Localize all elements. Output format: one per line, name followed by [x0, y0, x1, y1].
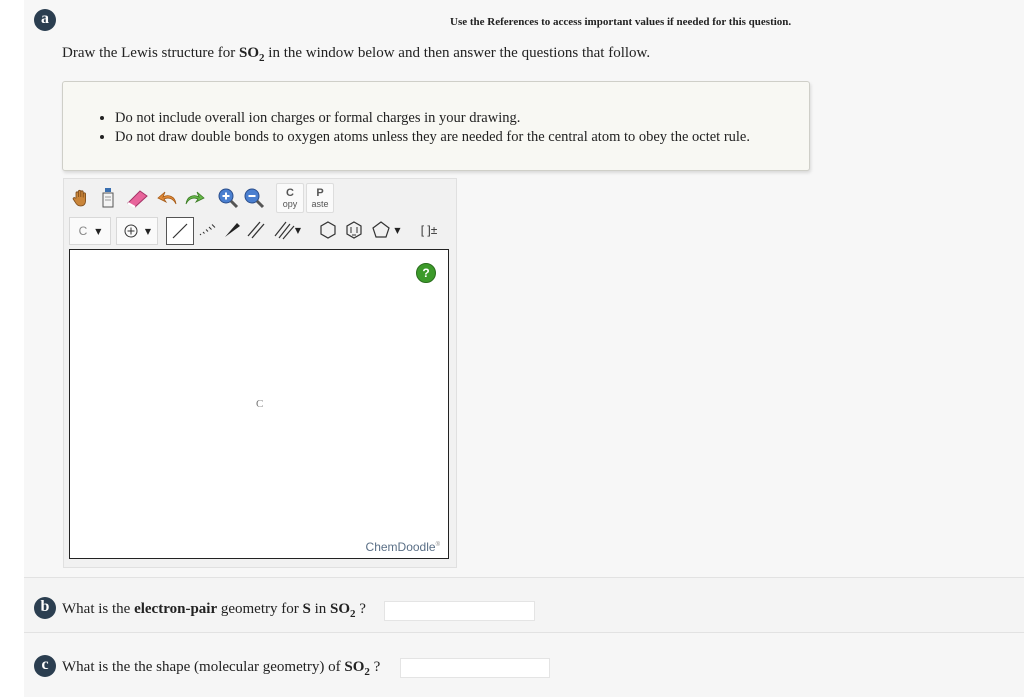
q-b-mid: geometry for — [217, 601, 303, 617]
pentagon-tool[interactable] — [366, 217, 406, 243]
chevron-down-icon: ▼ — [394, 225, 401, 235]
formula-subscript: 2 — [364, 666, 370, 678]
part-b-badge — [34, 597, 56, 619]
hexagon-icon — [318, 220, 338, 240]
q-c-before: What is the the shape (molecular geometry) of — [62, 659, 345, 675]
undo-icon[interactable] — [156, 185, 180, 211]
electron-pair-geometry-answer[interactable] — [384, 601, 535, 621]
cyclohexane-tool[interactable] — [316, 217, 340, 243]
paste-label-bottom: aste — [311, 198, 329, 209]
chevron-down-icon: ▼ — [294, 225, 302, 235]
single-bond-tool[interactable] — [166, 217, 194, 245]
charge-plus-icon — [123, 223, 139, 239]
brand-mark: ® — [435, 542, 440, 548]
hashed-bond-icon — [196, 220, 216, 240]
brand-text: ChemDoodle — [365, 540, 436, 554]
chevron-down-icon: ▼ — [95, 226, 102, 236]
pentagon-icon — [371, 220, 391, 240]
wedge-bond-icon — [222, 220, 242, 240]
redo-icon[interactable] — [182, 185, 206, 211]
formula-subscript: 2 — [350, 608, 356, 620]
part-a-badge — [34, 9, 56, 31]
double-bond-icon — [246, 220, 266, 240]
zoom-in-icon[interactable] — [216, 185, 240, 211]
instructions-list — [63, 109, 750, 147]
formula — [239, 45, 265, 64]
help-label: ? — [422, 266, 430, 280]
canvas-atom-label: C — [256, 398, 264, 410]
part-c-badge — [34, 655, 56, 677]
wedge-bond-tool[interactable] — [220, 217, 244, 243]
instruction-item: • Do not draw double bonds to oxygen atoms unless they are needed for the central atom to obey the octet rule. — [115, 128, 750, 147]
double-bond-tool[interactable] — [244, 217, 268, 243]
bracket-charge-label: [ ]± — [420, 223, 438, 237]
paste-label-top: P — [316, 186, 324, 199]
zoom-out-icon[interactable] — [242, 185, 266, 211]
element-selector[interactable] — [69, 217, 111, 245]
hashed-bond-tool[interactable] — [194, 217, 218, 243]
q-c-end: ? — [369, 659, 381, 675]
formula — [330, 601, 356, 620]
question-prompt — [62, 45, 650, 64]
help-icon[interactable] — [416, 263, 436, 283]
q-b-in: in — [310, 601, 331, 617]
triple-bond-tool[interactable] — [268, 217, 306, 243]
question-b — [62, 601, 366, 620]
prompt-after: in the window below and then answer the questions that follow. — [264, 45, 651, 61]
references-note: Use the References to access important values if needed for this question. — [450, 16, 792, 28]
element-label: C — [78, 224, 88, 238]
q-b-bold: electron-pair — [134, 601, 218, 617]
part-c-badge-label: c — [41, 655, 49, 673]
copy-label-top: C — [286, 186, 294, 199]
q-b-before: What is the — [62, 601, 135, 617]
molecular-shape-answer[interactable] — [400, 658, 550, 678]
benzene-icon — [344, 220, 364, 240]
pan-hand-icon[interactable] — [69, 185, 93, 211]
copy-button[interactable] — [276, 183, 304, 213]
formula — [344, 659, 370, 678]
part-b-badge-label: b — [40, 597, 50, 615]
triple-bond-icon — [273, 220, 295, 240]
eraser-icon[interactable] — [124, 185, 152, 211]
question-c — [62, 659, 380, 678]
q-b-end: ? — [355, 601, 366, 617]
formula-subscript: 2 — [259, 52, 265, 64]
prompt-before: Draw the Lewis structure for — [62, 45, 240, 61]
formula-base: SO — [344, 659, 365, 675]
formula-base: SO — [239, 45, 260, 61]
chemdoodle-logo — [366, 540, 440, 554]
part-a-badge-label: a — [41, 9, 49, 27]
instruction-item: • Do not include overall ion charges or formal charges in your drawing. — [115, 109, 750, 128]
single-bond-icon — [170, 221, 190, 241]
benzene-tool[interactable] — [342, 217, 366, 243]
paste-button[interactable] — [306, 183, 334, 213]
drawing-canvas[interactable] — [69, 249, 449, 559]
instructions-box — [62, 81, 810, 171]
chevron-down-icon: ▼ — [144, 226, 152, 236]
charge-selector[interactable] — [116, 217, 158, 245]
copy-label-bottom: opy — [282, 198, 298, 209]
q-b-atom: S — [302, 601, 311, 617]
clear-bottle-icon[interactable] — [96, 185, 120, 211]
charge-bracket-tool[interactable] — [414, 217, 444, 243]
formula-base: SO — [330, 601, 351, 617]
